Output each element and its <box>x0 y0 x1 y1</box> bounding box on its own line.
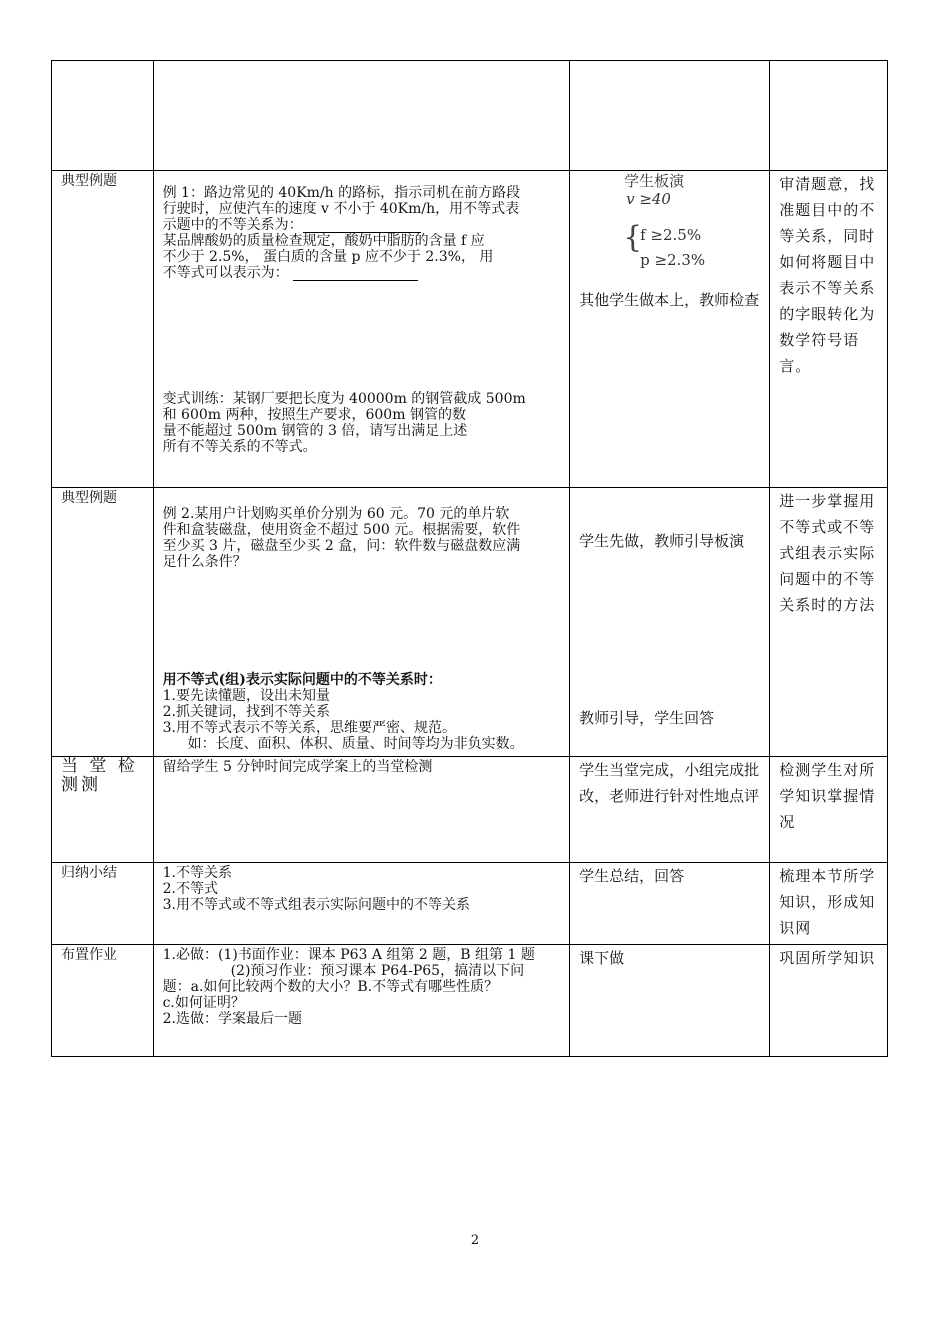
activity-cell: 学生当堂完成，小组完成批改，老师进行针对性地点评 <box>570 757 770 863</box>
row-label-text: 布置作业 <box>61 947 117 963</box>
row-label-text: 当 堂 检 测测 <box>61 756 138 795</box>
row-label <box>52 488 154 757</box>
brace-icon: { <box>623 220 643 255</box>
table-row-check <box>52 757 888 863</box>
inequality-p: p ≥2.3% <box>640 251 706 269</box>
table-row-empty <box>52 61 888 171</box>
intent-cell: 审清题意，找准题目中的不等关系，同时如何将题目中表示不等关系的字眼转化为数学符号语言。 <box>770 171 888 488</box>
method-summary: 用不等式(组)表示实际问题中的不等关系时： 1.要先读懂题，设出未知量 2.抓关键词，找到不等关系 3.用不等式表示不等关系，思维要严密、规范。 如：长度、面积、体积、质量、时间等均为非负实数。 <box>162 672 524 752</box>
row-label <box>52 757 154 863</box>
example2-text: 例 2.某用户计划购买单价分别为 60 元。70 元的单片软 件和盒装磁盘，使用资金不超过 500 元。根据需要，软件 至少买 3 片，磁盘至少买 2 盒，问：软件数与磁盘数应满 足什么条件？ <box>162 506 521 570</box>
table-row-example1 <box>52 171 888 488</box>
content-cell <box>153 488 569 757</box>
content-cell <box>153 945 569 1057</box>
row-label-text: 归纳小结 <box>61 865 117 881</box>
example1-text: 例 1：路边常见的 40Km/h 的路标，指示司机在前方路段 行驶时，应使汽车的速度 v 不小于 40Km/h，用不等式表 示题中的不等关系为： 某品牌酸奶的质量检查规定，酸奶中脂肪的含量 f 应 不少于 2.5%， 蛋白质的含量 p 应不少于 2.3%， 用 不等式可以表示为： <box>162 185 521 281</box>
table-row-example2 <box>52 488 888 757</box>
variation-training: 变式训练：某钢厂要把长度为 40000m 的钢管截成 500m 和 600m 两种，按照生产要求，600m 钢管的数 量不能超过 500m 钢管的 3 倍，请写出满足上述 所有不等关系的不等式。 <box>162 391 526 455</box>
activity-cell: 学生总结，回答 <box>570 863 770 945</box>
homework-list: 1.必做：(1)书面作业：课本 P63 A 组第 2 题，B 组第 1 题 (2)预习作业：预习课本 P64-P65，搞清以下问 题：a.如何比较两个数的大小？B.不等式有哪些性质？ c.如何证明？ 2.选做：学案最后一题 <box>162 947 535 1027</box>
inequality-v: v ≥40 <box>626 190 671 208</box>
table-row-homework <box>52 945 888 1057</box>
row-label <box>52 945 154 1057</box>
intent-cell: 巩固所学知识 <box>770 945 888 1057</box>
content-cell: 留给学生 5 分钟时间完成学案上的当堂检测 <box>153 757 569 863</box>
row-label <box>52 171 154 488</box>
summary-list: 1.不等关系 2.不等式 3.用不等式或不等式组表示实际问题中的不等关系 <box>162 865 470 913</box>
answer-blank[interactable] <box>293 280 418 281</box>
row-label-text: 典型例题 <box>61 173 117 189</box>
intent-cell: 检测学生对所学知识掌握情况 <box>770 757 888 863</box>
table-row-summary <box>52 863 888 945</box>
intent-cell: 进一步掌握用不等式或不等式组表示实际问题中的不等关系时的方法 <box>770 488 888 757</box>
activity-cell: 课下做 <box>570 945 770 1057</box>
intent-cell: 梳理本节所学知识，形成知识网 <box>770 863 888 945</box>
content-cell <box>153 171 569 488</box>
lesson-plan-table <box>51 60 888 1057</box>
row-label-text: 典型例题 <box>61 490 117 506</box>
row-label <box>52 863 154 945</box>
inequality-f: f ≥2.5% <box>640 226 702 244</box>
activity-cell: 学生先做，教师引导板演 教师引导，学生回答 <box>570 488 770 757</box>
activity-cell: 学生板演 v ≥40 { f ≥2.5% p ≥2.3% 其他学生做本上，教师检查 <box>570 171 770 488</box>
content-cell <box>153 863 569 945</box>
page-number: 2 <box>470 1233 480 1248</box>
